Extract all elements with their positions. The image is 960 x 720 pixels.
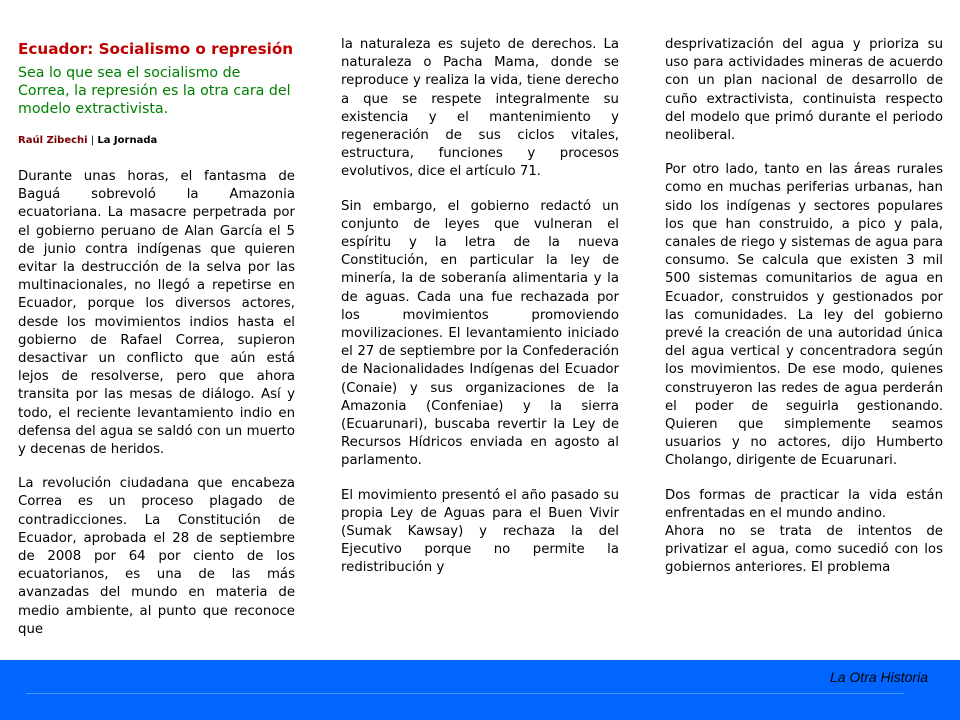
author-name: Raúl Zibechi	[18, 135, 88, 146]
column-2	[341, 36, 619, 594]
paragraph: Dos formas de practicar la vida están enfrentadas en el mundo andino.	[665, 487, 943, 521]
article-title: Ecuador: Socialismo o represión	[18, 40, 294, 58]
paragraph: Durante unas horas, el fantasma de Baguá sobrevoló la Amazonia ecuatoriana. La masacre perpetrada por el gobierno peruano de Alan García el 5 de junio contra indígenas que quieren evitar la destrucción de la selva por las multinacionales, no llegó a repetirse en Ecuador, porque los diversos actores, desde los movimientos indios hasta el gobierno de Rafael Correa, supieron desactivar un conflicto que aún está lejos de resolverse, pero que ahora transita por las mesas de diálogo. Así y todo, el reciente levantamiento indio en defensa del agua se saldó con un muerto y decenas de heridos.	[18, 169, 295, 458]
column-3	[665, 36, 943, 594]
source-name: La Jornada	[97, 135, 158, 146]
paragraph: La revolución ciudadana que encabeza Correa es un proceso plagado de contradicciones. La Constitución de Ecuador, aprobada el 28 de septiembre de 2008 por 64 por ciento de los ecuatorianos, es una de las más avanzadas del mundo en materia de medio ambiente, al punto que reconoce que	[18, 476, 295, 637]
column-1	[18, 36, 295, 655]
footer-label: La Otra Historia	[829, 669, 928, 685]
article-subtitle: Sea lo que sea el socialismo de Correa, la represión es la otra cara del modelo extractivista.	[18, 65, 291, 117]
footer-divider	[26, 693, 904, 694]
paragraph: la naturaleza es sujeto de derechos. La naturaleza o Pacha Mama, donde se reproduce y realiza la vida, tiene derecho a que se respete integralmente su existencia y el mantenimiento y regeneración de sus ciclos vitales, estructura, funciones y procesos evolutivos, dice el artículo 71.	[341, 37, 619, 180]
paragraph: Sin embargo, el gobierno redactó un conjunto de leyes que vulneran el espíritu y la letra de la nueva Constitución, en particular la ley de minería, la de soberanía alimentaria y la de aguas. Cada una fue rechazada por los movimientos promoviendo movilizaciones. El levantamiento iniciado el 27 de septiembre por la Confederación de Nacionalidades Indígenas del Ecuador (Conaie) y sus organizaciones de la Amazonia (Confeniae) y la sierra (Ecuarunari), buscaba revertir la Ley de Recursos Hídricos enviada en agosto al parlamento.	[341, 198, 619, 469]
paragraph: desprivatización del agua y prioriza su uso para actividades mineras de acuerdo con un plan nacional de desarrollo de cuño extractivista, continuista respecto del modelo que primó durante el periodo neoliberal.	[665, 37, 943, 144]
byline	[18, 134, 295, 148]
footer-bar	[0, 660, 960, 720]
paragraph: Ahora no se trata de intentos de privatizar el agua, como sucedió con los gobiernos anteriores. El problema	[665, 524, 943, 576]
byline-separator: |	[90, 135, 95, 146]
paragraph: Por otro lado, tanto en las áreas rurales como en muchas periferias urbanas, han sido los indígenas y sectores populares los que han construido, a pico y pala, canales de riego y sistemas de agua para consumo. Se calcula que existen 3 mil 500 sistemas comunitarios de agua en Ecuador, construidos y gestionados por las comunidades. La ley del gobierno prevé la creación de una autoridad única del agua vertical y concentradora según los movimientos. De ese modo, quienes construyeron las redes de agua perderán el poder de seguirla gestionando. Quieren que simplemente seamos usuarios y no actores, dijo Humberto Cholango, dirigente de Ecuarunari.	[665, 162, 943, 469]
paragraph: El movimiento presentó el año pasado su propia Ley de Aguas para el Buen Vivir (Sumak Kawsay) y rechaza la del Ejecutivo porque no permite la redistribución y	[341, 487, 619, 576]
